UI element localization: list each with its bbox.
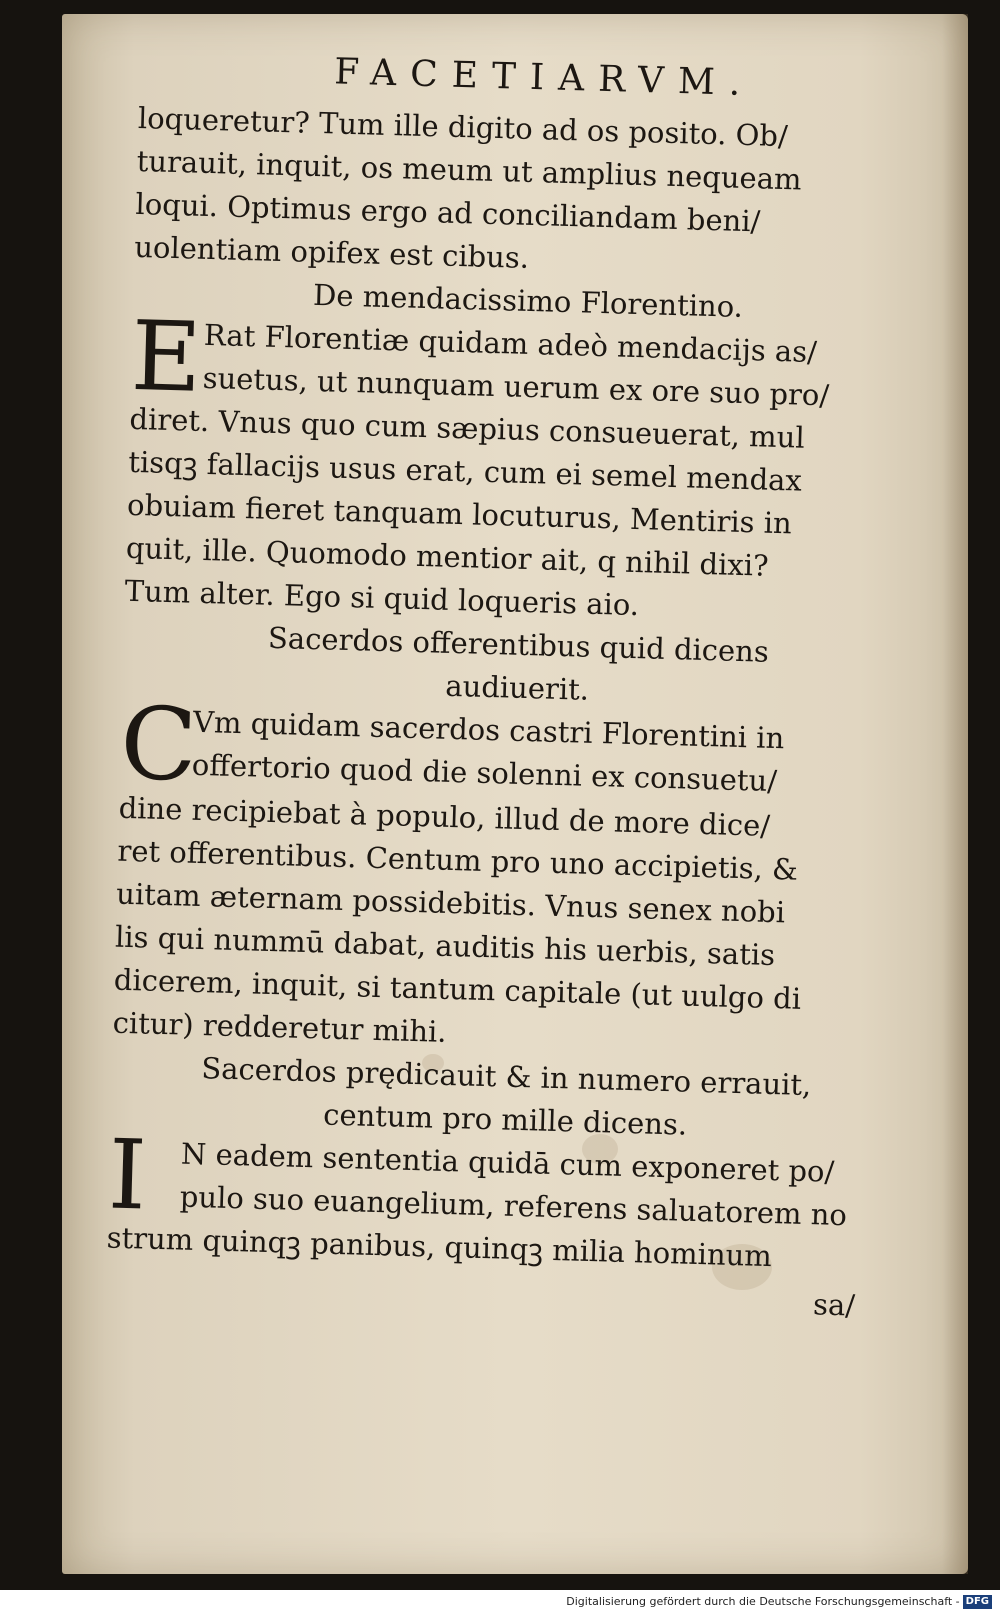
- text-line: loqueretur? Tum ille digito ad os posito. Ob/: [137, 100, 789, 154]
- text-line: dicerem, inquit, si tantum capitale (ut uulgo di: [113, 962, 802, 1016]
- section-heading: Sacerdos offerentibus quid dicens: [267, 620, 770, 669]
- running-header: FACETIARVM.: [333, 51, 755, 105]
- text-line: quit, ille. Quomodo mentior ait, q nihil dixi?: [125, 530, 770, 583]
- text-line: obuiam fieret tanquam locuturus, Mentiris in: [126, 487, 793, 541]
- digitization-credit: [0, 1592, 992, 1612]
- text-line: citur) redderetur mihi.: [112, 1005, 448, 1049]
- text-line: diret. Vnus quo cum sæpius consueuerat, mul: [129, 401, 806, 455]
- dfg-logo: DFG: [963, 1595, 992, 1609]
- page-text: [105, 46, 930, 1329]
- section-heading: De mendacissimo Florentino.: [312, 277, 744, 324]
- paragraph-continued: [134, 97, 928, 291]
- text-line: Tum alter. Ego si quid loqueris aio.: [124, 573, 640, 623]
- text-line: offertorio quod die solenni ex consuetu/: [191, 747, 778, 799]
- text-line: uolentiam opifex est cibus.: [133, 229, 530, 275]
- text-line: pulo suo euangelium, referens saluatorem no: [179, 1179, 848, 1233]
- text-line: lis qui nummū dabat, auditis his uerbis, satis: [114, 919, 776, 973]
- credit-text: Digitalisierung gefördert durch die Deutsche Forschungsgemeinschaft -: [566, 1595, 960, 1608]
- text-line: turauit, inquit, os meum ut amplius nequeam: [136, 143, 802, 197]
- text-line: tisqꝫ fallacijs usus erat, cum ei semel mendax: [127, 444, 803, 498]
- text-line: N eadem sententia quidā cum exponeret po/: [180, 1136, 835, 1189]
- text-line: Rat Florentiæ quidam adeò mendacijs as/: [203, 317, 818, 370]
- section-heading-continued: audiuerit.: [444, 668, 590, 707]
- drop-initial: E: [129, 299, 203, 414]
- text-line: ret offerentibus. Centum pro uno accipietis, &: [117, 833, 799, 887]
- text-line: Vm quidam sacerdos castri Florentini in: [192, 704, 785, 756]
- drop-initial: I: [106, 1118, 148, 1232]
- text-line: suetus, ut nunquam uerum ex ore suo pro/: [202, 360, 830, 413]
- section-heading-continued: centum pro mille dicens.: [322, 1097, 688, 1142]
- text-line: uitam æternam possidebitis. Vnus senex nobi: [115, 876, 786, 930]
- section-heading: Sacerdos prędicauit & in numero errauit,: [200, 1051, 812, 1103]
- text-line: strum quinqꝫ panibus, quinqꝫ milia hominum: [106, 1220, 773, 1274]
- text-line: loqui. Optimus ergo ad conciliandam beni/: [135, 186, 761, 239]
- text-line: dine recipiebat à populo, illud de more dice/: [118, 790, 771, 843]
- drop-initial: C: [118, 684, 199, 804]
- catchword: sa/: [812, 1287, 856, 1323]
